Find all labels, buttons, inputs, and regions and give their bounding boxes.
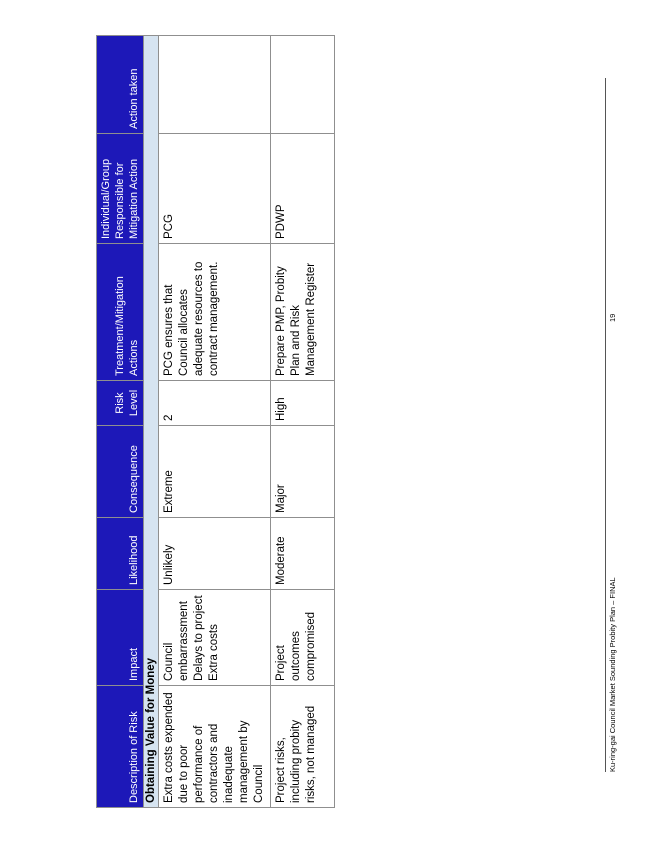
header-impact: Impact — [97, 590, 144, 686]
footer-page-number: 19 — [608, 313, 617, 322]
cell-responsible: PDWP — [271, 134, 335, 244]
cell-likelihood: Moderate — [271, 518, 335, 590]
cell-description: Extra costs expended due to poor performance of contractors and inadequate management by Council — [159, 686, 271, 808]
cell-treatment: PCG ensures that Council allocates adequate resources to contract management. — [159, 244, 271, 381]
cell-likelihood: Unlikely — [159, 518, 271, 590]
cell-impact: Council embarrassment Delays to project Extra costs — [159, 590, 271, 686]
header-responsible: Individual/Group Responsible for Mitigation Action — [97, 134, 144, 244]
table-row — [271, 36, 335, 808]
table-row — [159, 36, 271, 808]
cell-responsible: PCG — [159, 134, 271, 244]
cell-treatment: Prepare PMP, Probity Plan and Risk Management Register — [271, 244, 335, 381]
header-likelihood: Likelihood — [97, 518, 144, 590]
cell-action-taken — [271, 36, 335, 134]
rotated-page-content — [96, 36, 332, 808]
cell-description: Project risks, including probity risks, not managed — [271, 686, 335, 808]
header-consequence: Consequence — [97, 426, 144, 518]
risk-table — [96, 35, 335, 808]
cell-risk-level: 2 — [159, 381, 271, 426]
cell-consequence: Major — [271, 426, 335, 518]
table-header-row — [97, 36, 144, 808]
cell-risk-level: High — [271, 381, 335, 426]
footer-rule — [605, 78, 606, 772]
header-description: Description of Risk — [97, 686, 144, 808]
cell-impact: Project outcomes compromised — [271, 590, 335, 686]
header-treatment: Treatment/Mitigation Actions — [97, 244, 144, 381]
cell-action-taken — [159, 36, 271, 134]
section-row — [144, 36, 159, 808]
section-title: Obtaining Value for Money — [144, 36, 159, 808]
header-action-taken: Action taken — [97, 36, 144, 134]
cell-consequence: Extreme — [159, 426, 271, 518]
header-risk-level: Risk Level — [97, 381, 144, 426]
footer-document-title: Ku-ring-gai Council Market Sounding Probity Plan – FINAL — [608, 577, 617, 772]
